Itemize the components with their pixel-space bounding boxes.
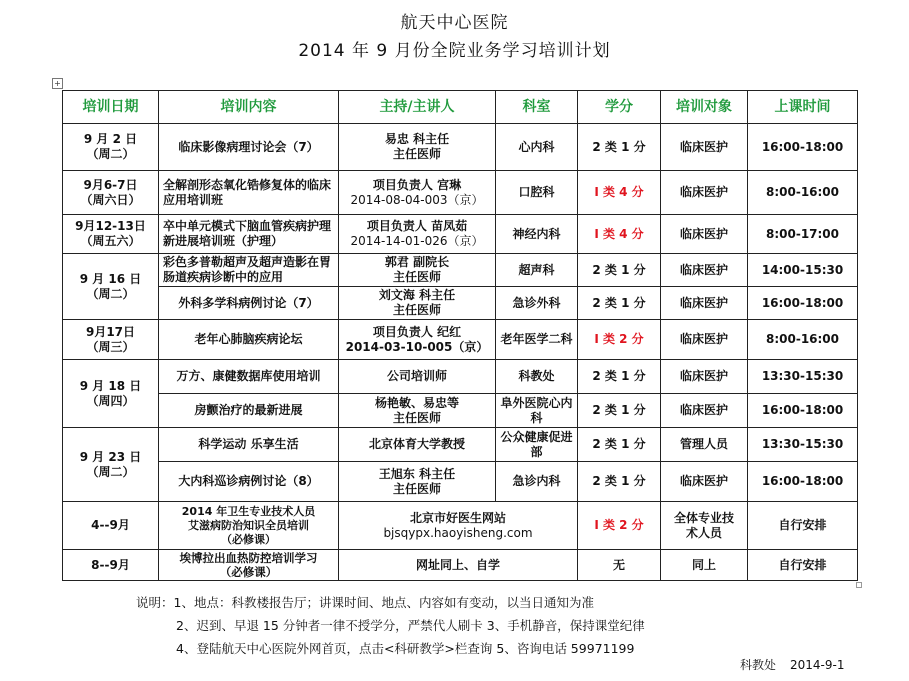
content-cell: 外科多学科病例讨论（7） <box>159 287 339 320</box>
audience-cell: 临床医护 <box>661 287 748 320</box>
credit-cell: 2 类 1 分 <box>578 287 661 320</box>
table-row <box>63 360 858 394</box>
credit-cell: 2 类 1 分 <box>578 254 661 287</box>
content-cell: 埃博拉出血热防控培训学习 （必修课） <box>159 550 339 581</box>
host-cell: 项目负责人 苗凤茹 2014-14-01-026（京） <box>339 215 496 254</box>
table-resize-handle-icon[interactable] <box>856 582 862 588</box>
table-row <box>63 287 858 320</box>
host-cell: 杨艳敏、易忠等 主任医师 <box>339 394 496 428</box>
time-cell: 16:00-18:00 <box>748 124 858 171</box>
content-cell: 大内科巡诊病例讨论（8） <box>159 462 339 502</box>
table-row <box>63 428 858 462</box>
content-cell: 彩色多普勒超声及超声造影在胃肠道疾病诊断中的应用 <box>159 254 339 287</box>
audience-cell: 临床医护 <box>661 320 748 360</box>
audience-cell: 临床医护 <box>661 171 748 215</box>
audience-cell: 临床医护 <box>661 360 748 394</box>
col-header-audience: 培训对象 <box>661 91 748 124</box>
time-cell: 8:00-16:00 <box>748 320 858 360</box>
col-header-dept: 科室 <box>496 91 578 124</box>
content-cell: 房颤治疗的最新进展 <box>159 394 339 428</box>
content-cell: 全解剖形态氧化锆修复体的临床应用培训班 <box>159 171 339 215</box>
note-line-2: 2、迟到、早退 15 分钟者一律不授学分，严禁代人刷卡 3、手机静音，保持课堂纪律 <box>176 618 645 633</box>
credit-cell: 2 类 1 分 <box>578 428 661 462</box>
credit-cell: 无 <box>578 550 661 581</box>
time-cell: 16:00-18:00 <box>748 394 858 428</box>
col-header-host: 主持/主讲人 <box>339 91 496 124</box>
host-cell: 刘文海 科主任 主任医师 <box>339 287 496 320</box>
credit-cell: 2 类 1 分 <box>578 124 661 171</box>
hospital-title: 航天中心医院 <box>400 13 509 33</box>
content-cell: 科学运动 乐享生活 <box>159 428 339 462</box>
table-row <box>63 462 858 502</box>
signature <box>740 656 844 673</box>
host-cell: 公司培训师 <box>339 360 496 394</box>
date-cell: 9 月 23 日 （周二） <box>63 428 159 502</box>
content-cell: 2014 年卫生专业技术人员 艾滋病防治知识全员培训 （必修课） <box>159 502 339 550</box>
audience-cell: 临床医护 <box>661 462 748 502</box>
date-cell: 9 月 18 日 （周四） <box>63 360 159 428</box>
content-cell: 老年心肺脑疾病论坛 <box>159 320 339 360</box>
col-header-content: 培训内容 <box>159 91 339 124</box>
host-cell: 北京市好医生网站 bjsqypx.haoyisheng.com <box>339 502 578 550</box>
dept-cell: 急诊内科 <box>496 462 578 502</box>
table-row <box>63 550 858 581</box>
time-cell: 自行安排 <box>748 502 858 550</box>
table-row <box>63 394 858 428</box>
time-cell: 8:00-17:00 <box>748 215 858 254</box>
table-row <box>63 502 858 550</box>
plan-title: 2014 年 9 月份全院业务学习培训计划 <box>298 41 611 61</box>
table-row <box>63 171 858 215</box>
date-cell: 8--9月 <box>63 550 159 581</box>
table-row <box>63 320 858 360</box>
time-cell: 16:00-18:00 <box>748 462 858 502</box>
date-cell: 9月17日 （周三） <box>63 320 159 360</box>
credit-cell: I 类 4 分 <box>578 215 661 254</box>
host-cell: 王旭东 科主任 主任医师 <box>339 462 496 502</box>
credit-cell: I 类 4 分 <box>578 171 661 215</box>
dept-cell: 科教处 <box>496 360 578 394</box>
content-cell: 卒中单元模式下脑血管疾病护理新进展培训班（护理） <box>159 215 339 254</box>
date-cell: 9 月 16 日 （周二） <box>63 254 159 320</box>
content-cell: 万方、康健数据库使用培训 <box>159 360 339 394</box>
col-header-date: 培训日期 <box>63 91 159 124</box>
audience-cell: 临床医护 <box>661 215 748 254</box>
signature-office: 科教处 <box>740 658 777 672</box>
host-cell: 北京体育大学教授 <box>339 428 496 462</box>
date-cell: 9月12-13日 （周五六） <box>63 215 159 254</box>
credit-cell: 2 类 1 分 <box>578 360 661 394</box>
time-cell: 13:30-15:30 <box>748 360 858 394</box>
table-move-handle-icon[interactable]: + <box>52 78 63 89</box>
content-cell: 临床影像病理讨论会（7） <box>159 124 339 171</box>
date-cell: 4--9月 <box>63 502 159 550</box>
date-cell: 9月6-7日 （周六日） <box>63 171 159 215</box>
col-header-time: 上课时间 <box>748 91 858 124</box>
note-line-3: 4、登陆航天中心医院外网首页，点击<科研教学>栏查询 5、咨询电话 59971199 <box>176 641 635 656</box>
table-header-row <box>63 91 858 124</box>
dept-cell: 公众健康促进部 <box>496 428 578 462</box>
host-cell: 项目负责人 纪红 2014-03-10-005（京） <box>339 320 496 360</box>
dept-cell: 神经内科 <box>496 215 578 254</box>
time-cell: 13:30-15:30 <box>748 428 858 462</box>
training-plan-table <box>62 90 858 581</box>
credit-cell: I 类 2 分 <box>578 320 661 360</box>
audience-cell: 临床医护 <box>661 254 748 287</box>
credit-cell: 2 类 1 分 <box>578 394 661 428</box>
time-cell: 16:00-18:00 <box>748 287 858 320</box>
dept-cell: 急诊外科 <box>496 287 578 320</box>
credit-cell: 2 类 1 分 <box>578 462 661 502</box>
dept-cell: 阜外医院心内科 <box>496 394 578 428</box>
date-cell: 9 月 2 日 （周二） <box>63 124 159 171</box>
audience-cell: 临床医护 <box>661 124 748 171</box>
table-row <box>63 124 858 171</box>
col-header-credit: 学分 <box>578 91 661 124</box>
audience-cell: 管理人员 <box>661 428 748 462</box>
dept-cell: 超声科 <box>496 254 578 287</box>
notes-section <box>136 591 645 660</box>
table-row <box>63 254 858 287</box>
host-cell: 易忠 科主任 主任医师 <box>339 124 496 171</box>
dept-cell: 口腔科 <box>496 171 578 215</box>
dept-cell: 心内科 <box>496 124 578 171</box>
credit-cell: I 类 2 分 <box>578 502 661 550</box>
host-cell: 郭君 副院长 主任医师 <box>339 254 496 287</box>
host-cell: 网址同上、自学 <box>339 550 578 581</box>
time-cell: 8:00-16:00 <box>748 171 858 215</box>
host-cell: 项目负责人 宫琳 2014-08-04-003（京） <box>339 171 496 215</box>
signature-date: 2014-9-1 <box>790 658 845 672</box>
time-cell: 14:00-15:30 <box>748 254 858 287</box>
note-line-1: 说明：1、地点：科教楼报告厅；讲课时间、地点、内容如有变动，以当日通知为准 <box>136 595 594 610</box>
audience-cell: 全体专业技术人员 <box>661 502 748 550</box>
table-row <box>63 215 858 254</box>
time-cell: 自行安排 <box>748 550 858 581</box>
audience-cell: 同上 <box>661 550 748 581</box>
dept-cell: 老年医学二科 <box>496 320 578 360</box>
audience-cell: 临床医护 <box>661 394 748 428</box>
